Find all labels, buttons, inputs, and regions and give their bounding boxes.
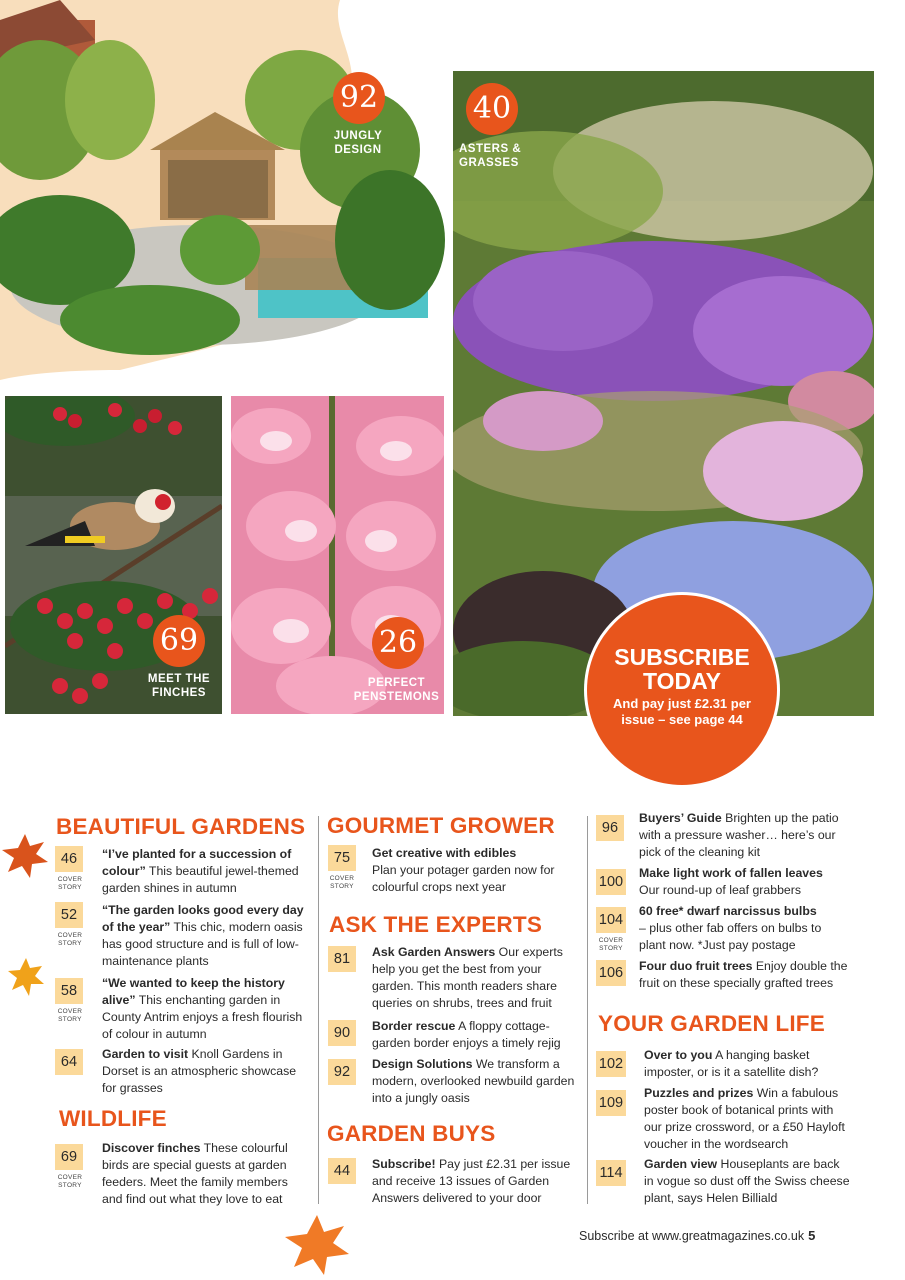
page-number: 81 [328, 946, 356, 972]
entry-description: Our experts help you get the best from your garden. This month readers share queries on shrubs, trees and fruit [372, 945, 563, 1010]
section-heading: ASK THE EXPERTS [329, 912, 543, 937]
entry-title: Garden to visit [102, 1047, 189, 1061]
entry-title: Puzzles and prizes [644, 1086, 754, 1100]
entry-description: A hanging basket imposter, or is it a satellite dish? [644, 1048, 819, 1079]
page-number: 100 [596, 869, 626, 895]
page-number: 109 [596, 1090, 626, 1116]
entry-title: “We wanted to keep the history alive” [102, 976, 285, 1007]
goldfinch-photo [5, 396, 222, 714]
subscribe-roundel[interactable] [587, 595, 777, 785]
subscribe-detail-line: And pay just £2.31 per [613, 696, 751, 711]
entry-title: Discover finches [102, 1141, 201, 1155]
entry-text [372, 1156, 575, 1207]
caption-line: JUNGLY [333, 130, 383, 142]
subscribe-detail-line: issue – see page 44 [621, 712, 743, 727]
caption-line: PENSTEMONS [353, 691, 440, 703]
entry-title: 60 free* dwarf narcissus bulbs [639, 904, 817, 918]
page-footer [579, 1228, 815, 1243]
page-number: 106 [596, 960, 626, 986]
entry-description: Win a fabulous poster book of botanical prints with our prize crossword, or a £50 Hayloft voucher in the wordsearch [644, 1086, 845, 1151]
cover-story-label [55, 932, 85, 947]
caption-line: DESIGN [334, 144, 382, 156]
cover-label-line: STORY [330, 882, 354, 890]
entry-title: Design Solutions [372, 1057, 473, 1071]
section-heading: BEAUTIFUL GARDENS [56, 814, 306, 839]
entry-description: We transform a modern, overlooked newbuild garden into a jungly oasis [372, 1057, 575, 1105]
subscribe-title: SUBSCRIBE [614, 644, 750, 670]
entry-description: This beautiful jewel-themed garden shines in autumn [102, 864, 299, 895]
page-number-footer: 5 [808, 1228, 816, 1243]
cover-label-line: COVER [57, 876, 83, 883]
entry-description: Knoll Gardens in Dorset is an atmospheric showcase for grasses [102, 1047, 297, 1095]
page-number: 102 [596, 1051, 626, 1077]
section-heading: GARDEN BUYS [327, 1121, 496, 1146]
cover-story-label [327, 875, 357, 890]
feature-caption [318, 129, 398, 157]
entry-description: Plan your potager garden now for colourful crops next year [372, 863, 555, 894]
cover-label-line: STORY [58, 1181, 82, 1189]
entry-description: Our round-up of leaf grabbers [639, 883, 802, 897]
entry-title: Make light work of fallen leaves [639, 866, 823, 880]
autumn-leaf-icon [282, 1212, 352, 1278]
page-badge: 92 [333, 72, 385, 124]
entry-text [372, 845, 575, 896]
entry-text [372, 1018, 575, 1052]
page-number: 64 [55, 1049, 83, 1075]
entry-text [372, 944, 575, 1012]
entry-title: Over to you [644, 1048, 713, 1062]
cover-label-line: COVER [57, 1174, 83, 1181]
entry-description: This chic, modern oasis has good structure and is full of low-maintenance plants [102, 920, 303, 968]
entry-text [102, 1140, 310, 1208]
jungly-garden-photo [0, 0, 447, 388]
entry-description: Pay just £2.31 per issue and receive 13 issues of Garden Answers delivered to your door [372, 1157, 571, 1205]
column-divider [318, 816, 319, 1204]
entry-text [639, 958, 851, 992]
entry-title: Four duo fruit trees [639, 959, 753, 973]
page-number: 104 [596, 907, 626, 933]
caption-line: PERFECT [367, 677, 426, 689]
page-number: 114 [596, 1160, 626, 1186]
cover-label-line: COVER [57, 1008, 83, 1015]
penstemon-photo [231, 396, 444, 714]
cover-label-line: STORY [599, 944, 623, 952]
page-number: 44 [328, 1158, 356, 1184]
cover-label-line: STORY [58, 939, 82, 947]
entry-description: – plus other fab offers on bulbs to plant now. *Just pay postage [639, 921, 822, 952]
entry-title: Garden view [644, 1157, 718, 1171]
entry-description: Houseplants are back in vogue so dust off the Swiss cheese plant, says Helen Billiald [644, 1157, 850, 1205]
page-badge: 40 [466, 83, 518, 135]
subscribe-detail [587, 696, 777, 728]
entry-text [644, 1156, 851, 1207]
entry-title: Buyers’ Guide [639, 811, 722, 825]
page-number: 46 [55, 846, 83, 872]
column-divider [587, 816, 588, 1204]
entry-description: Brighten up the patio with a pressure washer… here’s our pick of the cleaning kit [639, 811, 839, 859]
page-number: 92 [328, 1059, 356, 1085]
caption-line: FINCHES [152, 687, 206, 699]
caption-line: MEET THE [147, 673, 211, 685]
entry-text [102, 1046, 310, 1097]
footer-subscribe-link[interactable]: Subscribe at www.greatmagazines.co.uk [579, 1229, 805, 1243]
entry-text [644, 1085, 851, 1153]
cover-story-label [55, 876, 85, 891]
page-number: 90 [328, 1020, 356, 1046]
page-number: 96 [596, 815, 624, 841]
page-number: 69 [55, 1144, 83, 1170]
entry-title: Border rescue [372, 1019, 456, 1033]
section-heading: GOURMET GROWER [327, 813, 555, 838]
entry-title: Subscribe! [372, 1157, 436, 1171]
section-heading: WILDLIFE [59, 1106, 167, 1131]
entry-description: This enchanting garden in County Antrim enjoys a fresh flourish of colour in autumn [102, 993, 303, 1041]
page-badge: 26 [372, 617, 424, 669]
feature-caption [349, 676, 444, 704]
entry-text [639, 903, 851, 954]
entry-description: A floppy cottage-garden border enjoys a timely rejig [372, 1019, 561, 1050]
cover-story-label [596, 937, 626, 952]
entry-text [102, 975, 310, 1043]
section-heading: YOUR GARDEN LIFE [598, 1011, 825, 1036]
page-number: 58 [55, 978, 83, 1004]
page-number: 75 [328, 845, 356, 871]
caption-line: GRASSES [459, 157, 519, 169]
entry-title: Get creative with edibles [372, 846, 517, 860]
entry-title: “The garden looks good every day of the year” [102, 903, 304, 934]
cover-label-line: COVER [57, 932, 83, 939]
page-badge: 69 [153, 615, 205, 667]
entry-text [372, 1056, 575, 1107]
entry-text [639, 810, 851, 861]
subscribe-subtitle: TODAY [643, 668, 721, 694]
entry-title: “I’ve planted for a succession of colour” [102, 847, 292, 878]
cover-label-line: STORY [58, 883, 82, 891]
autumn-leaf-icon [0, 832, 50, 880]
cover-label-line: COVER [329, 875, 355, 882]
page-number: 52 [55, 902, 83, 928]
cover-label-line: COVER [598, 937, 624, 944]
entry-description: Enjoy double the fruit on these specially grafted trees [639, 959, 848, 990]
entry-text [639, 865, 851, 899]
caption-line: ASTERS & [459, 143, 522, 155]
feature-caption [139, 672, 219, 700]
cover-label-line: STORY [58, 1015, 82, 1023]
entry-description: These colourful birds are special guests at garden feeders. Meet the family members and find out what they love to eat [102, 1141, 288, 1206]
cover-story-label [55, 1174, 85, 1189]
autumn-leaf-icon [6, 956, 46, 998]
entry-text [644, 1047, 851, 1081]
feature-caption [459, 142, 529, 170]
entry-title: Ask Garden Answers [372, 945, 496, 959]
entry-text [102, 846, 310, 897]
cover-story-label [55, 1008, 85, 1023]
entry-text [102, 902, 310, 970]
